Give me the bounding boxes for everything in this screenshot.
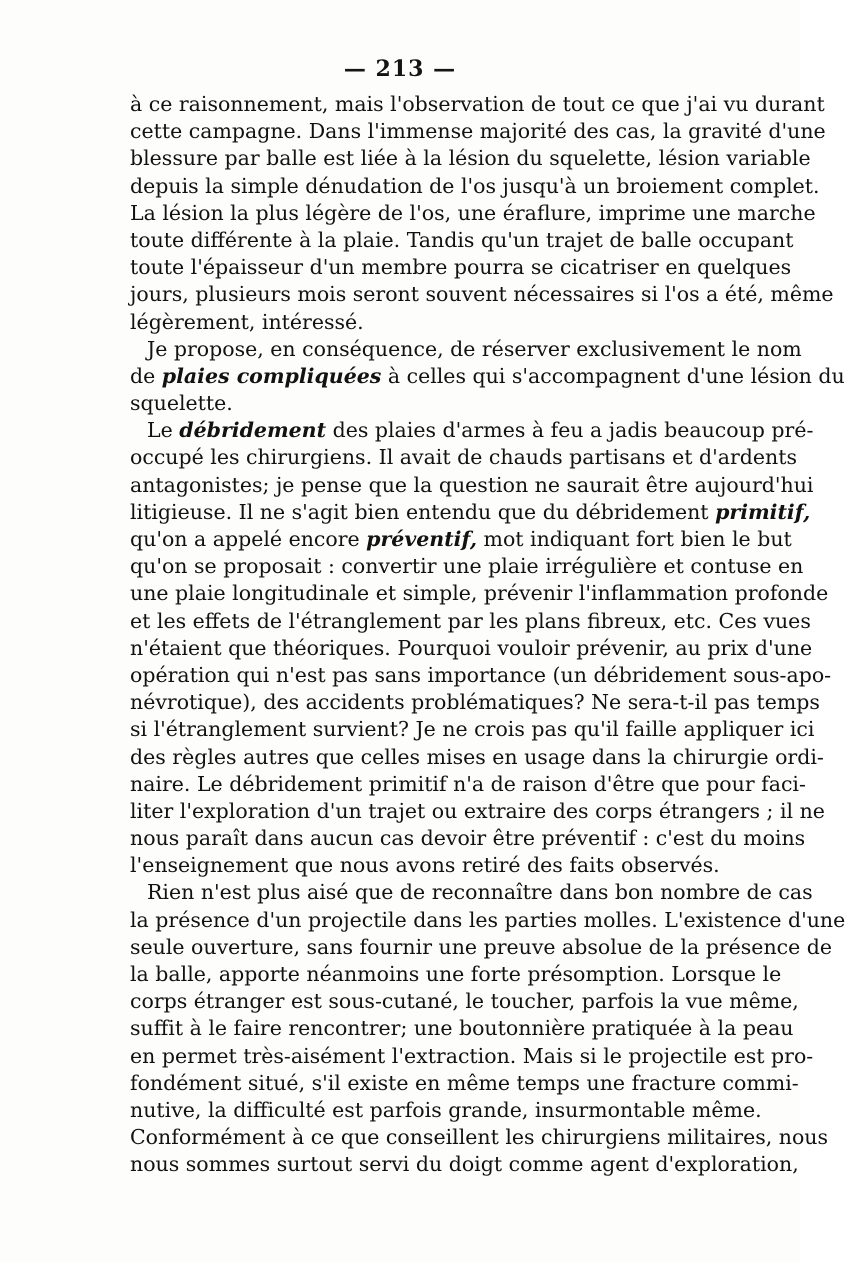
text-line: n'étaient que théoriques. Pourquoi vouloir prévenir, au prix d'une	[130, 635, 813, 660]
text-line: des règles autres que celles mises en usage dans la chirurgie ordi-	[130, 744, 824, 769]
text-line: Rien n'est plus aisé que de reconnaître dans bon nombre de cas	[147, 880, 813, 905]
text-line: naire. Le débridement primitif n'a de raison d'être que pour faci-	[130, 771, 806, 796]
text-line: toute l'épaisseur d'un membre pourra se cicatriser en quelques	[130, 255, 792, 280]
text-line: corps étranger est sous-cutané, le toucher, parfois la vue même,	[130, 989, 799, 1014]
text-line: Conformément à ce que conseillent les chirurgiens militaires, nous	[130, 1125, 829, 1150]
text-line: l'enseignement que nous avons retiré des faits observés.	[130, 853, 720, 878]
text-segment: qu'on a appelé encore	[130, 527, 367, 551]
emphasized-term: préventif,	[366, 527, 477, 551]
text-line: névrotique), des accidents problématiques? Ne sera-t-il pas temps	[130, 690, 820, 715]
emphasized-term: plaies compliquées	[161, 363, 382, 388]
text-line: toute différente à la plaie. Tandis qu'un trajet de balle occupant	[130, 227, 794, 252]
text-segment: des plaies d'armes à feu a jadis beaucoup pré-	[326, 418, 814, 443]
text-line: Je propose, en conséquence, de réserver exclusivement le nom	[147, 336, 802, 361]
text-line: antagonistes; je pense que la question ne saurait être aujourd'hui	[130, 472, 814, 497]
text-segment: à celles qui s'accompagnent d'une lésion du	[381, 363, 845, 388]
text-line: blessure par balle est liée à la lésion du squelette, lésion variable	[130, 146, 811, 171]
text-line: seule ouverture, sans fournir une preuve absolue de la présence de	[130, 934, 833, 959]
text-line: une plaie longitudinale et simple, prévenir l'inflammation profonde	[130, 581, 829, 606]
text-line: squelette.	[130, 391, 233, 416]
text-line: en permet très-aisément l'extraction. Mais si le projectile est pro-	[130, 1043, 814, 1068]
text-line: depuis la simple dénudation de l'os jusqu'à un broiement complet.	[130, 173, 820, 198]
text-line: qu'on se proposait : convertir une plaie irrégulière et contuse en	[130, 554, 804, 579]
text-segment: Le	[147, 418, 180, 443]
text-line: cette campagne. Dans l'immense majorité des cas, la gravité d'une	[130, 119, 826, 144]
text-segment: de	[130, 363, 162, 388]
text-line: et les effets de l'étranglement par les plans fibreux, etc. Ces vues	[130, 608, 811, 633]
text-line	[130, 363, 845, 390]
text-line: la balle, apporte néanmoins une forte présomption. Lorsque le	[130, 962, 782, 986]
text-line: occupé les chirurgiens. Il avait de chauds partisans et d'ardents	[130, 445, 797, 470]
text-line	[130, 526, 792, 553]
text-line: La lésion la plus légère de l'os, une éraflure, imprime une marche	[130, 200, 816, 225]
text-line: la présence d'un projectile dans les parties molles. L'existence d'une	[130, 907, 845, 932]
text-segment: litigieuse. Il ne s'agit bien entendu que du débridement	[130, 499, 716, 524]
text-line: nous sommes surtout servi du doigt comme agent d'exploration,	[130, 1152, 799, 1177]
text-line: jours, plusieurs mois seront souvent nécessaires si l'os a été, même	[130, 282, 834, 307]
page-number: — 213 —	[343, 56, 457, 82]
emphasized-term: primitif,	[715, 499, 811, 524]
text-line: nutive, la difficulté est parfois grande, insurmontable même.	[130, 1097, 762, 1122]
text-line: à ce raisonnement, mais l'observation de tout ce que j'ai vu durant	[130, 92, 825, 116]
text-segment: mot indiquant fort bien le but	[476, 527, 792, 551]
text-line: légèrement, intéressé.	[130, 309, 364, 334]
text-line	[130, 499, 811, 526]
text-line: fondément situé, s'il existe en même temps une fracture commi-	[130, 1070, 799, 1095]
emphasized-term: débridement	[179, 418, 327, 443]
text-line: nous paraît dans aucun cas devoir être préventif : c'est du moins	[130, 826, 806, 851]
text-line	[130, 417, 814, 444]
text-line: si l'étranglement survient? Je ne crois pas qu'il faille appliquer ici	[130, 717, 815, 742]
body-text	[130, 91, 845, 1179]
text-line: liter l'exploration d'un trajet ou extraire des corps étrangers ; il ne	[130, 798, 825, 823]
text-line: suffit à le faire rencontrer; une boutonnière pratiquée à la peau	[130, 1016, 794, 1041]
text-line: opération qui n'est pas sans importance (un débridement sous-apo-	[130, 662, 832, 687]
